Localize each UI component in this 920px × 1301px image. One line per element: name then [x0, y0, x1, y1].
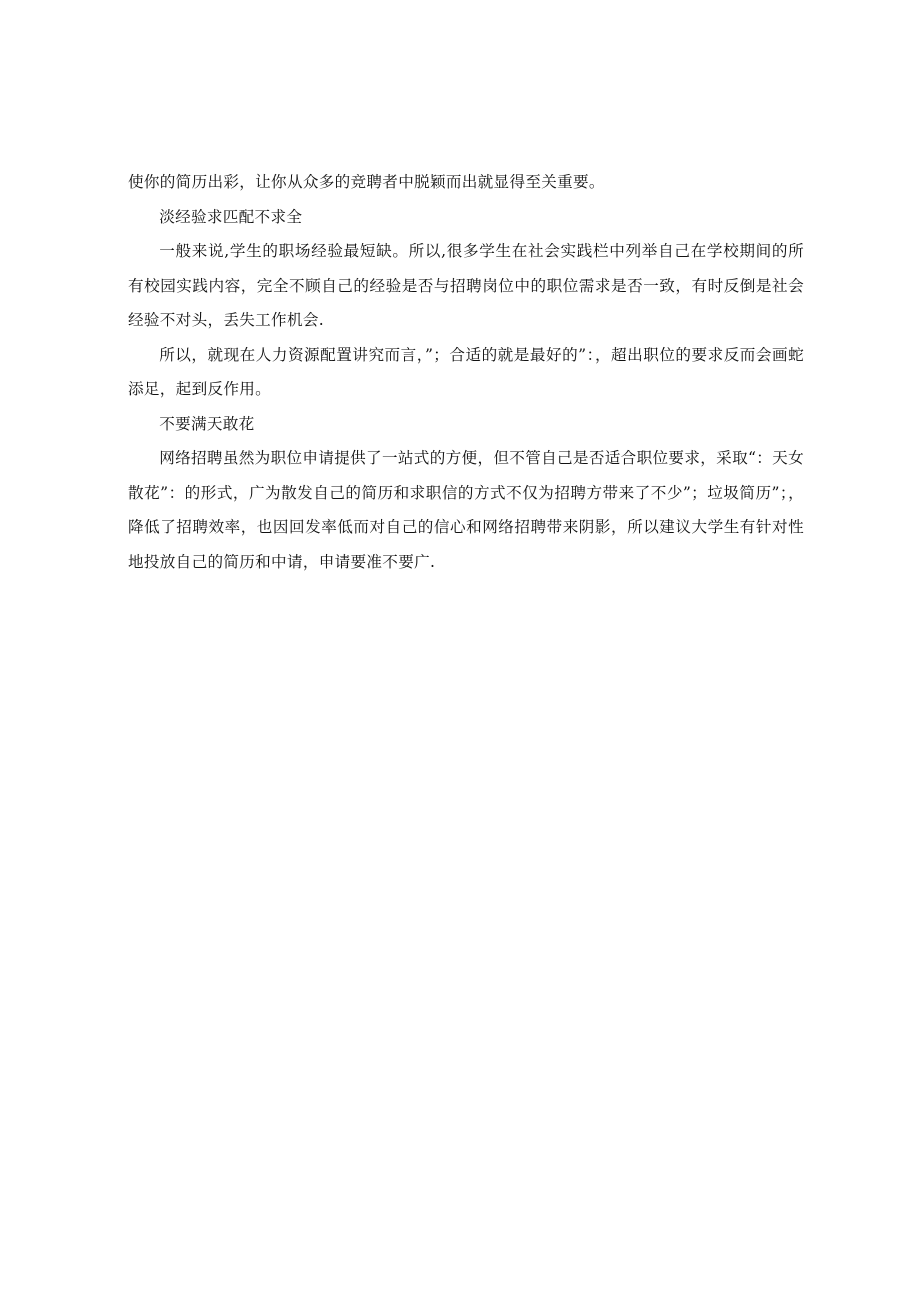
- section-heading-no-mass-sending: 不要满天敢花: [159, 414, 255, 433]
- paragraph-experience: 一般来说,学生的职场经验最短缺。所以,很多学生在社会实践栏中列举自己在学校期间的所有校园实践内容，完全不顾自己的经验是否与招聘岗位中的职位需求是否一致，有时反倒是社会经验不对头，丢失工作机会.: [128, 242, 804, 329]
- section-heading-experience-match: 淡经验求匹配不求全: [159, 207, 303, 226]
- document-page: [128, 165, 804, 579]
- paragraph-online-recruiting: 网络招聘虽然为职位申请提供了一站式的方便，但不管自己是否适合职位要求，采取“：天女散花”：的形式，广为散发自己的简历和求职信的方式不仅为招聘方带来了不少”；垃圾简历”；，降低了招聘效率，也因回发率低而对自己的信心和网络招聘带来阴影，所以建议大学生有针对性地投放自己的简历和中请，申请要准不要广.: [128, 449, 804, 571]
- paragraph-hr-fit: 所以，就现在人力资源配置讲究而言，”；合适的就是最好的”：，超出职位的要求反而会画蛇添足，起到反作用。: [128, 345, 804, 398]
- paragraph-intro-continued: 使你的简历出彩，让你从众多的竞聘者中脱颖而出就显得至关重要。: [128, 173, 605, 191]
